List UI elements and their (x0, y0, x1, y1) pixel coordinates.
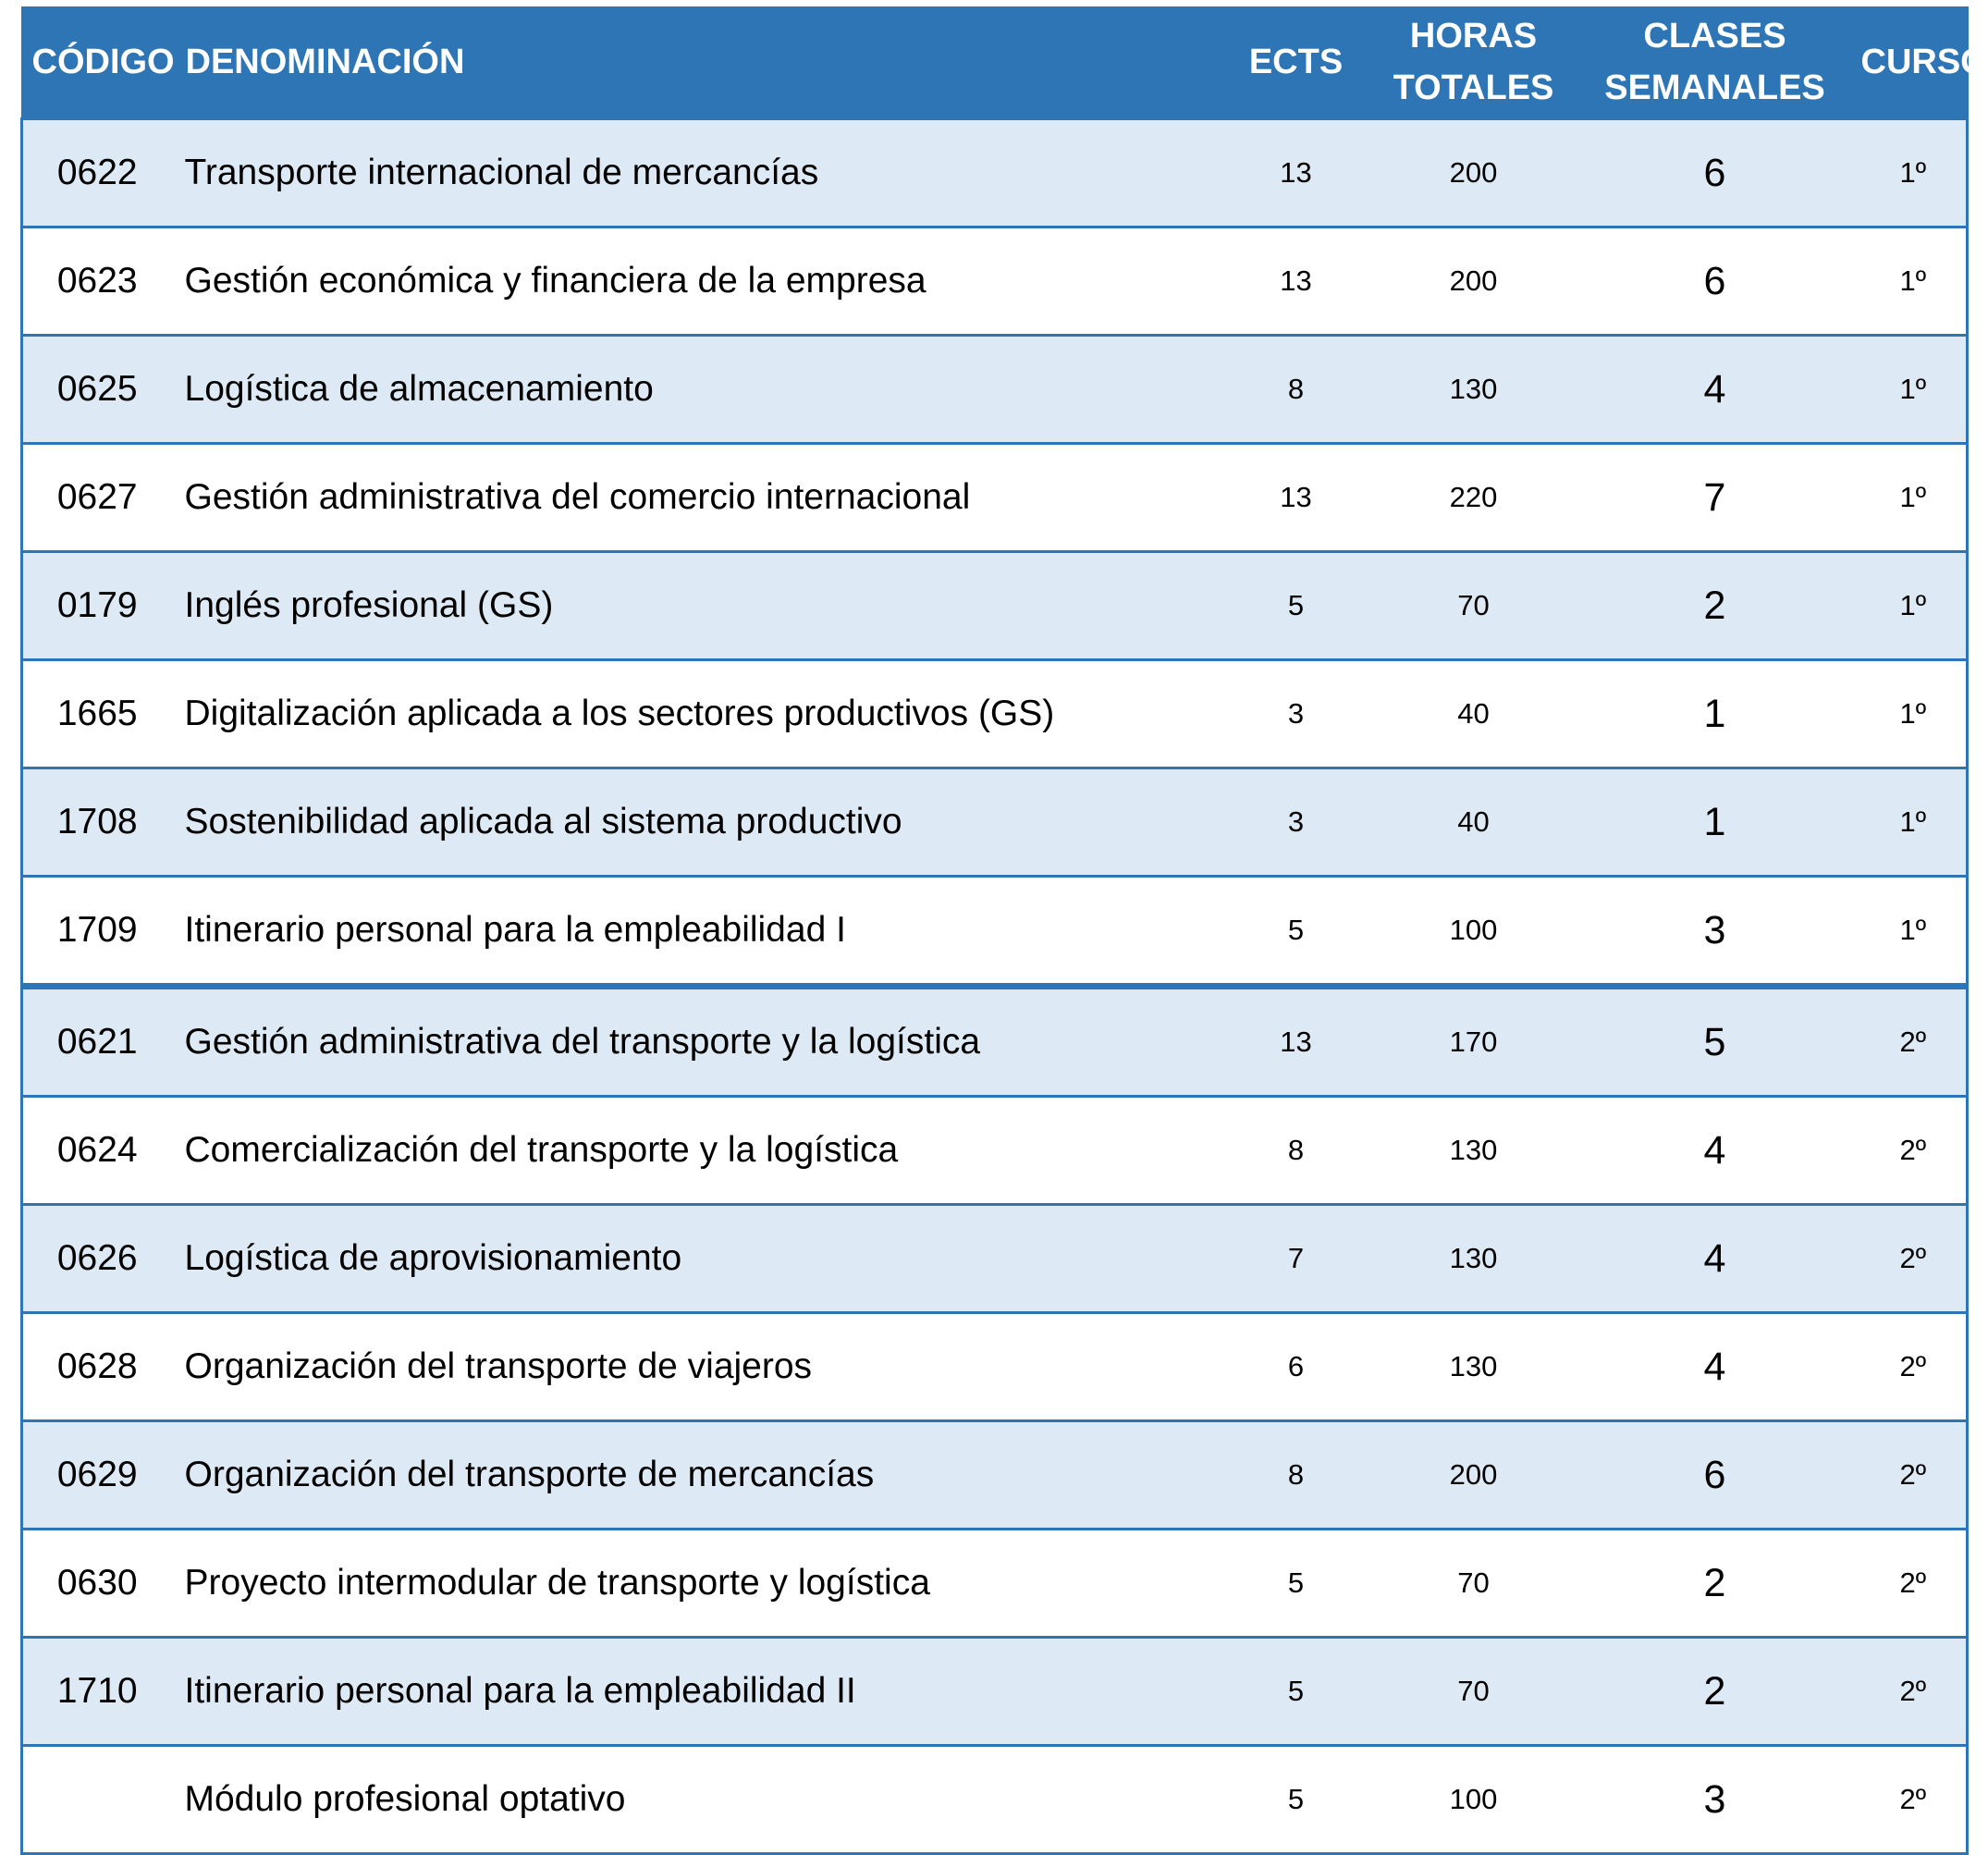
header-horas (1378, 6, 1570, 119)
table-row (22, 1529, 1968, 1638)
cell-horas: 200 (1378, 227, 1570, 336)
cell-ects: 5 (1215, 877, 1378, 987)
cell-curso: 1º (1860, 336, 1968, 444)
cell-code: 0179 (22, 552, 172, 660)
cell-name: Sostenibilidad aplicada al sistema productivo (172, 768, 1215, 877)
cell-name: Itinerario personal para la empleabilidad I (172, 877, 1215, 987)
cell-curso: 1º (1860, 552, 1968, 660)
cell-horas: 100 (1378, 1746, 1570, 1854)
cell-code: 1708 (22, 768, 172, 877)
cell-name: Organización del transporte de mercancías (172, 1421, 1215, 1529)
table-row (22, 987, 1968, 1097)
cell-code: 1710 (22, 1638, 172, 1746)
cell-code: 0629 (22, 1421, 172, 1529)
table-row (22, 877, 1968, 987)
cell-horas: 200 (1378, 1421, 1570, 1529)
cell-code: 1665 (22, 660, 172, 768)
table-row (22, 444, 1968, 552)
cell-code: 0624 (22, 1097, 172, 1205)
cell-clases: 4 (1570, 1097, 1860, 1205)
header-horas-line1: HORAS (1409, 17, 1538, 55)
cell-clases: 6 (1570, 227, 1860, 336)
cell-clases: 7 (1570, 444, 1860, 552)
cell-clases: 2 (1570, 552, 1860, 660)
cell-ects: 8 (1215, 336, 1378, 444)
cell-curso: 1º (1860, 768, 1968, 877)
cell-curso: 2º (1860, 1529, 1968, 1638)
cell-code: 1709 (22, 877, 172, 987)
cell-ects: 13 (1215, 119, 1378, 227)
header-code: CÓDIGO (22, 6, 172, 119)
table-row (22, 1097, 1968, 1205)
cell-ects: 5 (1215, 1638, 1378, 1746)
header-ects: ECTS (1215, 6, 1378, 119)
table-row (22, 227, 1968, 336)
table-row (22, 1421, 1968, 1529)
cell-name: Módulo profesional optativo (172, 1746, 1215, 1854)
cell-ects: 5 (1215, 1746, 1378, 1854)
cell-ects: 6 (1215, 1313, 1378, 1421)
cell-name: Gestión administrativa del comercio internacional (172, 444, 1215, 552)
cell-clases: 4 (1570, 1313, 1860, 1421)
cell-name: Logística de almacenamiento (172, 336, 1215, 444)
cell-name: Itinerario personal para la empleabilidad II (172, 1638, 1215, 1746)
cell-horas: 70 (1378, 552, 1570, 660)
cell-clases: 1 (1570, 660, 1860, 768)
cell-curso: 1º (1860, 119, 1968, 227)
cell-horas: 130 (1378, 1205, 1570, 1313)
cell-horas: 40 (1378, 660, 1570, 768)
cell-clases: 3 (1570, 1746, 1860, 1854)
header-row (22, 6, 1968, 119)
cell-curso: 2º (1860, 1746, 1968, 1854)
cell-horas: 70 (1378, 1529, 1570, 1638)
header-curso: CURSO (1860, 6, 1968, 119)
table-row (22, 1205, 1968, 1313)
cell-horas: 130 (1378, 336, 1570, 444)
cell-clases: 6 (1570, 1421, 1860, 1529)
cell-clases: 2 (1570, 1638, 1860, 1746)
curriculum-table (20, 6, 1988, 1855)
cell-clases: 2 (1570, 1529, 1860, 1638)
table-row (22, 1638, 1968, 1746)
cell-horas: 70 (1378, 1638, 1570, 1746)
cell-ects: 13 (1215, 444, 1378, 552)
header-name: DENOMINACIÓN (172, 6, 1215, 119)
cell-name: Proyecto intermodular de transporte y logística (172, 1529, 1215, 1638)
cell-horas: 130 (1378, 1097, 1570, 1205)
cell-curso: 2º (1860, 987, 1968, 1097)
cell-curso: 2º (1860, 1313, 1968, 1421)
header-horas-line2: TOTALES (1393, 68, 1554, 107)
cell-horas: 220 (1378, 444, 1570, 552)
cell-name: Organización del transporte de viajeros (172, 1313, 1215, 1421)
cell-clases: 5 (1570, 987, 1860, 1097)
cell-curso: 1º (1860, 660, 1968, 768)
header-clases-line1: CLASES (1643, 17, 1786, 55)
cell-clases: 6 (1570, 119, 1860, 227)
cell-ects: 7 (1215, 1205, 1378, 1313)
cell-curso: 2º (1860, 1421, 1968, 1529)
cell-clases: 4 (1570, 1205, 1860, 1313)
cell-horas: 170 (1378, 987, 1570, 1097)
cell-curso: 1º (1860, 444, 1968, 552)
table-row (22, 552, 1968, 660)
cell-code: 0630 (22, 1529, 172, 1638)
cell-code (22, 1746, 172, 1854)
cell-ects: 13 (1215, 227, 1378, 336)
cell-code: 0625 (22, 336, 172, 444)
table-row (22, 336, 1968, 444)
cell-curso: 2º (1860, 1205, 1968, 1313)
cell-horas: 100 (1378, 877, 1570, 987)
cell-curso: 2º (1860, 1097, 1968, 1205)
cell-clases: 4 (1570, 336, 1860, 444)
cell-name: Transporte internacional de mercancías (172, 119, 1215, 227)
cell-horas: 40 (1378, 768, 1570, 877)
cell-code: 0626 (22, 1205, 172, 1313)
cell-ects: 8 (1215, 1421, 1378, 1529)
cell-name: Comercialización del transporte y la logística (172, 1097, 1215, 1205)
cell-ects: 3 (1215, 768, 1378, 877)
cell-ects: 13 (1215, 987, 1378, 1097)
cell-ects: 3 (1215, 660, 1378, 768)
cell-ects: 5 (1215, 1529, 1378, 1638)
cell-name: Inglés profesional (GS) (172, 552, 1215, 660)
cell-code: 0628 (22, 1313, 172, 1421)
header-clases (1570, 6, 1860, 119)
cell-curso: 1º (1860, 877, 1968, 987)
cell-clases: 1 (1570, 768, 1860, 877)
cell-curso: 1º (1860, 227, 1968, 336)
cell-name: Digitalización aplicada a los sectores productivos (GS) (172, 660, 1215, 768)
curriculum-table-container (20, 6, 1988, 1855)
cell-ects: 5 (1215, 552, 1378, 660)
cell-ects: 8 (1215, 1097, 1378, 1205)
header-clases-line2: SEMANALES (1604, 68, 1825, 107)
table-row (22, 660, 1968, 768)
cell-horas: 200 (1378, 119, 1570, 227)
cell-code: 0622 (22, 119, 172, 227)
cell-code: 0627 (22, 444, 172, 552)
table-header (22, 6, 1988, 119)
table-row (22, 1746, 1968, 1854)
table-row (22, 1313, 1968, 1421)
cell-code: 0621 (22, 987, 172, 1097)
cell-horas: 130 (1378, 1313, 1570, 1421)
cell-code: 0623 (22, 227, 172, 336)
table-body (22, 119, 1968, 1854)
cell-name: Gestión administrativa del transporte y la logística (172, 987, 1215, 1097)
cell-name: Logística de aprovisionamiento (172, 1205, 1215, 1313)
cell-name: Gestión económica y financiera de la empresa (172, 227, 1215, 336)
table-row (22, 119, 1968, 227)
cell-clases: 3 (1570, 877, 1860, 987)
table-row (22, 768, 1968, 877)
cell-curso: 2º (1860, 1638, 1968, 1746)
